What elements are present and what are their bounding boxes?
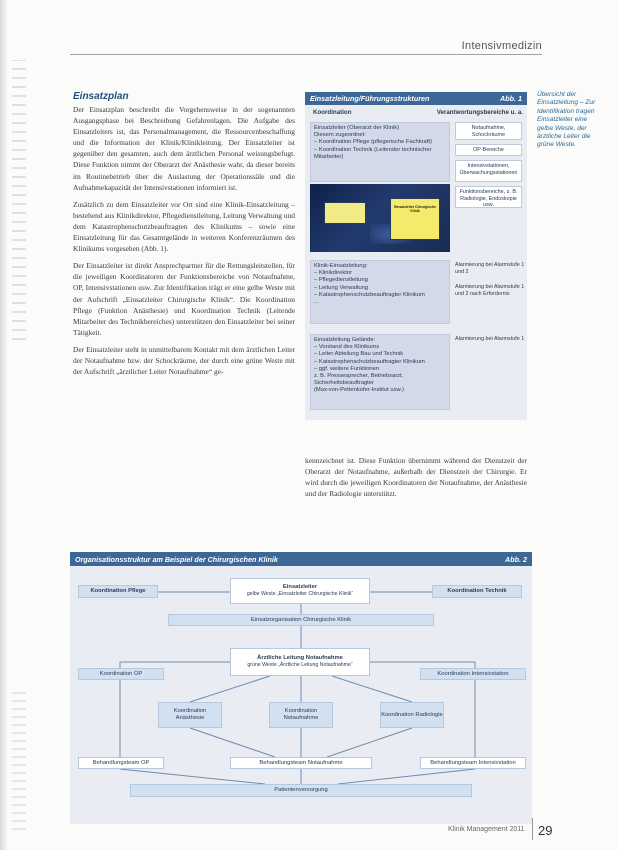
right-column-text (305, 455, 527, 505)
margin-note: Übersicht der Einsatzleitung – Zur Identifikation tragen Einsatzleiter eine gelbe Weste, der ärztliche Leiter die grüne Weste. (537, 91, 596, 149)
node-aerztliche-leitung: Ärztliche Leitung Notaufnahme grüne Weste „Ärztliche Leitung Notaufnahme“ (230, 648, 370, 676)
vest-badge: Einsatzleiter Chirurgische Klinik (390, 198, 440, 240)
section-heading: Einsatzplan (73, 91, 129, 102)
node-koordination-pflege: Koordination Pflege (78, 585, 158, 598)
label-alarm-1-2-erfordernis: Alarmierung bei Alarmstufe 1 und 2 nach Erfordernis (455, 284, 525, 297)
footer-rule (532, 818, 533, 840)
figure-2-title: Organisationsstruktur am Beispiel der Chirurgischen Klinik (75, 554, 278, 564)
node-patientenversorgung: Patientenversorgung (130, 784, 472, 797)
box-klinik-einsatzleitung: Klinik-Einsatzleitung: – Klinikdirektor – Pflegedienstleitung – Leitung Verwaltung – Katastrophenschutzbeauftragter Klinikum ... (310, 260, 450, 324)
node-koordination-technik: Koordination Technik (432, 585, 522, 598)
vest-badge-small (324, 202, 366, 224)
node-team-notaufnahme: Behandlungsteam Notaufnahme (230, 757, 372, 769)
figure-1-title: Einsatzleitung/Führungsstrukturen (310, 94, 430, 103)
column-head-coordination: Koordination (313, 109, 352, 116)
node-koordination-notaufnahme: Koordination Notaufnahme (269, 702, 333, 728)
box-einsatzleiter: Einsatzleiter (Oberarzt der Klinik) Diesem zugeordnet: – Koordination Pflege (pflegerische Fachkraft) – Koordination Technik (Leitender technischer Mitarbeiter) (310, 122, 450, 182)
node-koordination-intensiv: Koordination Intensivstation (420, 668, 526, 680)
node-koordination-anaesthesie: Koordination Anästhesie (158, 702, 222, 728)
paragraph: Der Einsatzleiter ist direkt Ansprechpartner für die Rettungsleitstellen, für die jeweiligen Koordinatoren der Funktionsbereiche von Notaufnahme, OP, Intensivstationen usw. Zur Identifikation trägt er eine gelbe Weste mit der Aufschrift „Einsatzleiter Chirurgische Klinik“. Die Koordination Pflege (Funktion Anästhesie) und Koordination Technik (Leitende Mitarbeiter des Technikbereiches) unterstützen den Einsatzleiter bei seiner Tätigkeit. (73, 261, 295, 337)
left-column-text (73, 104, 295, 383)
figure-2-tag: Abb. 2 (505, 554, 527, 564)
box-funktion: Funktionsbereiche, z. B. Radiologie, Endoskopie usw. (455, 186, 522, 208)
margin-marks (12, 60, 26, 340)
section-header: Intensivmedizin (461, 40, 542, 52)
margin-marks-lower (12, 690, 26, 830)
header-rule (70, 54, 542, 55)
page-number: 29 (538, 823, 553, 838)
photo-yellow-vest (310, 184, 450, 252)
paragraph: Zusätzlich zu dem Einsatzleiter vor Ort sind eine Klinik-Einsatzleitung – bestehend aus Klinikdirektor, Pflegedienstleitung, Leitung Verwaltung und dem Katastrophenschutzbeauftragten des Klinikums – sowie eine Einsatzleitung für das Gesamtgelände in weiteren Konferenzräumen des Klinikums vorgesehen (Abb. 1). (73, 199, 295, 254)
box-op: OP-Bereiche (455, 144, 522, 156)
node-einsatzleiter: Einsatzleiter gelbe Weste „Einsatzleiter Chirurgische Klinik“ (230, 578, 370, 604)
label-alarm-1: Alarmierung bei Alarmstufe 1 (455, 336, 525, 342)
figure-1-header (305, 92, 527, 105)
figure-1 (305, 92, 527, 420)
node-koordination-radiologie: Koordination Radiologie (380, 702, 444, 728)
box-notaufnahme: Notaufnahme, Schockräume (455, 122, 522, 140)
paragraph: kennzeichnet ist. Diese Funktion übernimmt während der Dienstzeit der Oberarzt der Notaufnahme, außerhalb der Dienstzeit der Chirurgie. Er wird durch die jeweiligen Koordinatoren der Notaufnahme, der Anästhesie und der Radiologie unterstützt. (305, 456, 527, 499)
footer-magazine: Klinik Management 2011 (448, 826, 525, 833)
box-einsatzleitung-gelaende: Einsatzleitung Gelände: – Vorstand des Klinikums – Leiter Abteilung Bau und Technik – Katastrophenschutzbeauftragter Klinikum – ggf. weitere Funktionen z. B. Pressesprecher, Betriebsarzt, Sicherheitsbeauftragter (Max-von-Pettenkofer-Institut usw.) (310, 334, 450, 410)
figure-2 (70, 552, 532, 824)
node-einsatzorganisation: Einsatzorganisation Chirurgische Klinik (168, 614, 434, 626)
figure-1-tag: Abb. 1 (500, 94, 522, 103)
paragraph: Der Einsatzleiter steht in unmittelbarem Kontakt mit dem ärztlichen Leiter der Notaufnahme bzw. der Schockräume, der durch eine grüne Weste mit der Aufschrift „ärztlicher Leiter Notaufnahme“ ge- (73, 344, 295, 377)
label-alarm-1-2: Alarmierung bei Alarmstufe 1 und 2 (455, 262, 525, 275)
node-team-op: Behandlungsteam OP (78, 757, 164, 769)
scan-edge (0, 0, 8, 850)
node-koordination-op: Koordination OP (78, 668, 164, 680)
box-intensiv: Intensivstationen, Überwachungsstationen (455, 160, 522, 182)
node-team-intensiv: Behandlungsteam Intensivstation (420, 757, 526, 769)
column-head-responsibility: Verantwortungsbereiche u. a. (436, 109, 523, 116)
paragraph: Der Einsatzplan beschreibt die Vorgehensweise in der sogenannten Ausgangsphase bei Beschreibung Gefahrenlagen. Die Aufgabe des Einsatzleiters ist, das Personalmanagement, die Ressourcenbeschaffung und die Information der Klinik/Klinikleitung. Der Einsatzleiter ist gegenüber den gesamten, auch dem ärztlichen Personal weisungsbefugt. Diese Funktion nimmt der Oberarzt der Anästhesie wahr, da dieser bereits im Routinebetrieb über die Auslastung der Operationssäle und die Aufnahmekapazität der Intensivstationen informiert ist. (73, 105, 295, 192)
